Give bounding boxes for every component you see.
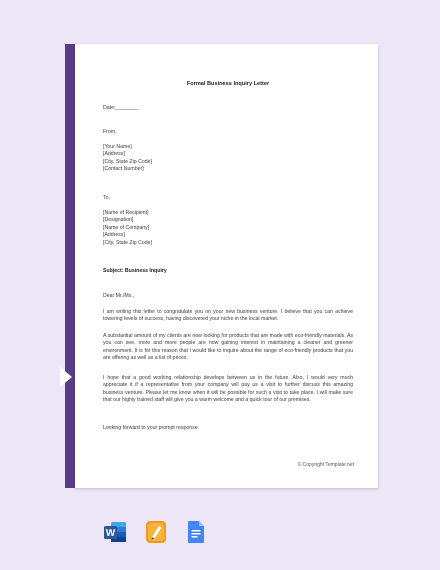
google-docs-icon[interactable] [184, 520, 208, 544]
date-line [103, 105, 353, 112]
accent-bar [65, 44, 75, 488]
word-icon[interactable] [103, 520, 127, 544]
paragraph-3: I hope that a good working relationship develops between us in the future. Also, I would very much appreciate it if a representative from your company will pay us a visit to further discuss this amazing business venture. Please let me know when it will be possible for such a visit to take place. I will make sure that our highly trained staff will give you a warm welcome and a quick tour of our premises. [103, 375, 353, 404]
date-label: Date:________ [103, 105, 139, 111]
recipient-line: [Name of Recipient] [103, 210, 149, 216]
sender-line: [Address] [103, 151, 125, 158]
from-label: From, [103, 129, 117, 135]
letter-page [75, 44, 378, 488]
salutation: Dear Mr./Ms., [103, 293, 135, 299]
sender-line: [Your Name] [103, 144, 132, 150]
sender-line: [Contact Number] [103, 166, 144, 173]
recipient-address [103, 210, 353, 247]
pages-icon[interactable] [144, 520, 168, 544]
sender-line: [City, State Zip Code] [103, 158, 152, 165]
to-label: To, [103, 195, 110, 201]
letter-title: Formal Business Inquiry Letter [186, 81, 270, 87]
recipient-line: [Name of Company] [103, 224, 150, 231]
page-notch [60, 367, 72, 387]
paragraph-1: I am writing this letter to congratulate you on your new business venture. I believe that you can achieve towering levels of success, having discovered your niche in the local market. [103, 309, 353, 323]
subject-line: Subject: Business Inquiry [103, 268, 167, 274]
paragraph-2: A substantial amount of my clients are now looking for products that are made with eco-friendly materials. As you can see, more and more people are now gaining interest in maintaining a cleaner and greener environment. It is for this reason that I would like to inquire about the range of eco-friendly products that you are offering as well as a list of prices. [103, 333, 353, 362]
recipient-line: [Address] [103, 232, 125, 239]
closing-line: Looking forward to your prompt response. [103, 425, 200, 431]
word-icon-letter: W [105, 528, 116, 540]
recipient-line: [Designation] [103, 217, 134, 224]
copyright-text: © Copyright Template.net [297, 462, 354, 468]
recipient-line: [City, State Zip Code] [103, 239, 152, 246]
sender-address [103, 144, 353, 174]
